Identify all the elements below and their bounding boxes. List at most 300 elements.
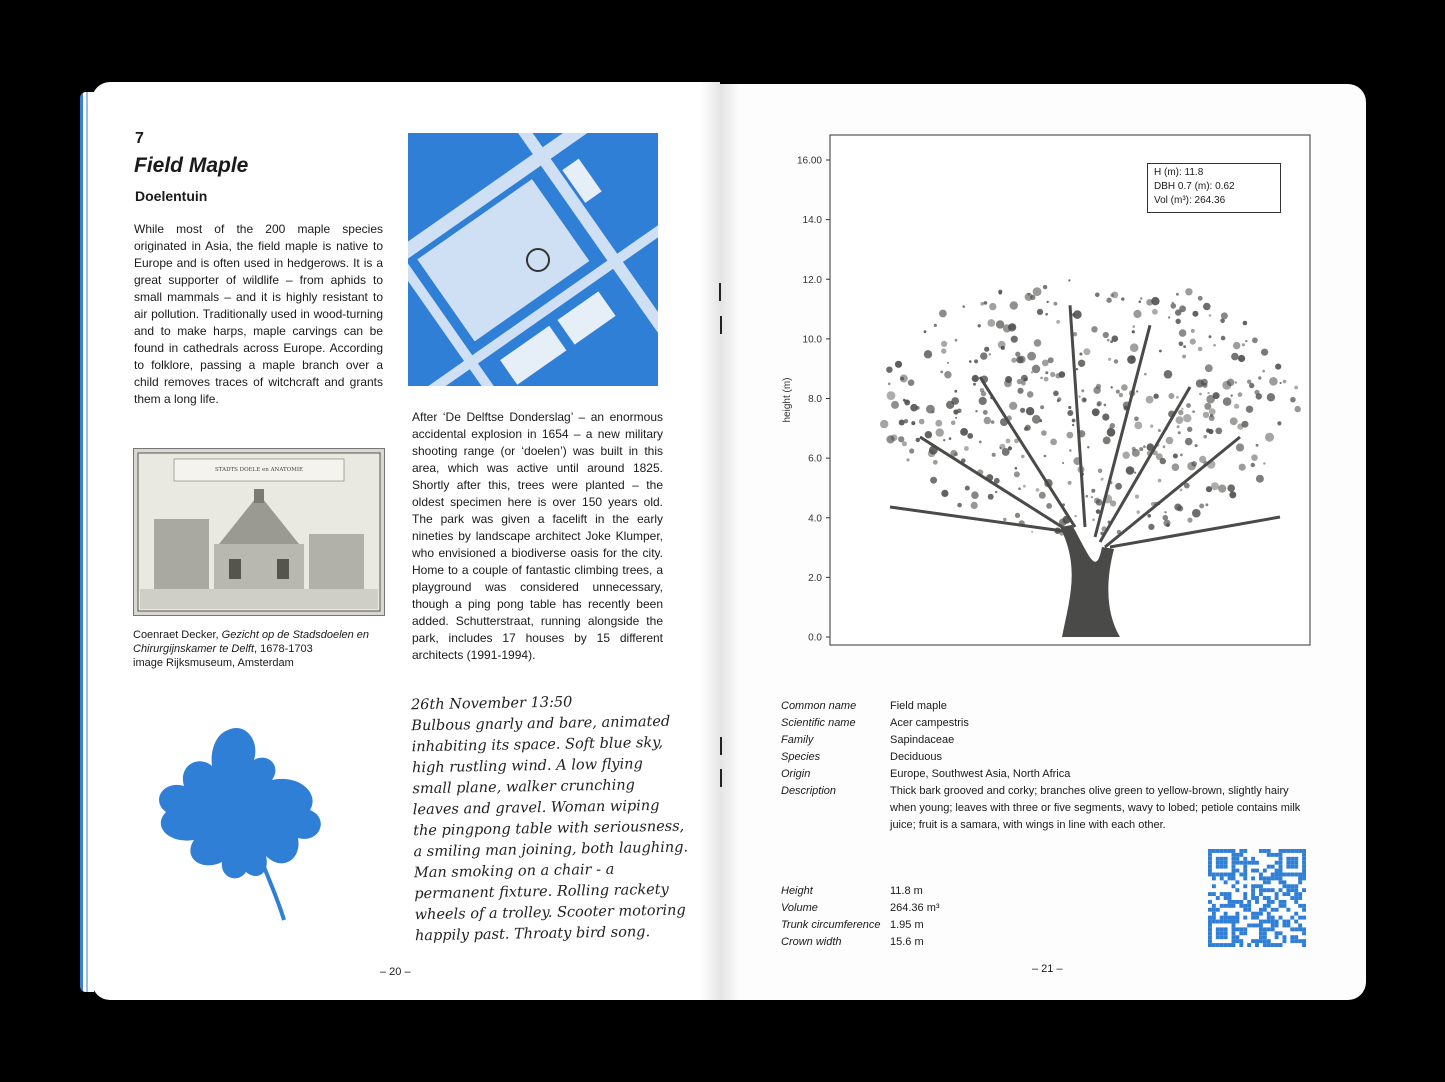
qr-module — [1255, 900, 1259, 904]
foliage-speck — [967, 433, 973, 439]
foliage-speck — [1095, 293, 1100, 298]
foliage-speck — [1103, 437, 1111, 445]
qr-module — [1279, 849, 1283, 853]
foliage-speck — [979, 397, 987, 405]
foliage-speck — [926, 405, 935, 414]
foliage-speck — [1132, 449, 1140, 457]
qr-module — [1228, 916, 1232, 920]
foliage-speck — [1262, 370, 1265, 373]
qr-module — [1298, 927, 1302, 931]
foliage-speck — [984, 301, 988, 305]
foliage-speck — [1206, 486, 1212, 492]
qr-module — [1302, 849, 1306, 853]
y-tick-label: 4.0 — [808, 513, 822, 525]
qr-module — [1220, 931, 1224, 935]
qr-module — [1286, 865, 1290, 869]
detail-value: Deciduous — [890, 751, 942, 763]
foliage-speck — [1092, 518, 1095, 521]
foliage-speck — [1134, 472, 1136, 474]
qr-module — [1220, 861, 1224, 865]
qr-module — [1298, 873, 1302, 877]
foliage-speck — [916, 438, 920, 442]
foliage-speck — [1203, 303, 1211, 311]
qr-module — [1235, 861, 1239, 865]
foliage-speck — [954, 452, 958, 456]
qr-module — [1228, 849, 1232, 853]
note-line: 26th November 13:50 — [410, 694, 573, 714]
foliage-speck — [899, 420, 905, 426]
qr-module — [1275, 876, 1279, 880]
foliage-speck — [1050, 372, 1055, 377]
foliage-speck — [1283, 380, 1287, 384]
foliage-speck — [1150, 425, 1153, 428]
qr-module — [1271, 888, 1275, 892]
qr-module — [1239, 931, 1243, 935]
qr-module — [1208, 853, 1212, 857]
foliage-speck — [1010, 301, 1018, 309]
qr-module — [1290, 873, 1294, 877]
foliage-speck — [895, 361, 902, 368]
foliage-speck — [1133, 310, 1141, 318]
foliage-speck — [1091, 496, 1093, 498]
foliage-speck — [1056, 320, 1060, 324]
foliage-speck — [1034, 339, 1042, 347]
foliage-speck — [1165, 427, 1168, 430]
foliage-speck — [991, 420, 995, 424]
measure-row — [781, 917, 1010, 934]
foliage-speck — [1251, 454, 1258, 461]
foliage-speck — [1164, 520, 1171, 527]
qr-module — [1208, 861, 1212, 865]
qr-module — [1251, 861, 1255, 865]
measure-label: Height — [781, 885, 813, 897]
qr-module — [1216, 920, 1220, 924]
qr-module — [1235, 912, 1239, 916]
qr-module — [1279, 888, 1283, 892]
foliage-speck — [1294, 386, 1298, 390]
foliage-speck — [1254, 390, 1259, 395]
foliage-speck — [1229, 491, 1236, 498]
qr-module — [1220, 935, 1224, 939]
foliage-speck — [1045, 371, 1048, 374]
qr-module — [1251, 896, 1255, 900]
qr-module — [1267, 943, 1271, 947]
qr-module — [1216, 896, 1220, 900]
qr-module — [1271, 876, 1275, 880]
qr-module — [1275, 923, 1279, 927]
qr-module — [1216, 908, 1220, 912]
foliage-speck — [1203, 435, 1207, 439]
qr-module — [1263, 920, 1267, 924]
image-caption — [133, 628, 383, 670]
foliage-speck — [1179, 329, 1187, 337]
qr-module — [1239, 927, 1243, 931]
foliage-speck — [1164, 370, 1173, 379]
foliage-speck — [934, 324, 937, 327]
qr-module — [1208, 865, 1212, 869]
qr-module — [1251, 869, 1255, 873]
foliage-speck — [1192, 509, 1201, 518]
detail-value: Field maple — [890, 700, 947, 712]
foliage-speck — [1091, 326, 1097, 332]
foliage-speck — [1231, 353, 1239, 361]
foliage-speck — [1010, 324, 1016, 330]
foliage-speck — [1069, 449, 1072, 452]
y-axis — [797, 156, 830, 644]
foliage-speck — [1246, 406, 1253, 413]
qr-module — [1247, 900, 1251, 904]
page-number-left: – 20 – — [380, 966, 411, 978]
qr-module — [1224, 857, 1228, 861]
qr-module — [1228, 904, 1232, 908]
qr-module — [1302, 857, 1306, 861]
measure-value: 11.8 m — [890, 885, 923, 897]
qr-module — [1235, 869, 1239, 873]
foliage-speck — [1267, 393, 1275, 401]
qr-module — [1216, 857, 1220, 861]
foliage-speck — [1277, 421, 1281, 425]
measure-label: Volume — [781, 902, 818, 914]
qr-module — [1251, 892, 1255, 896]
foliage-speck — [1024, 378, 1028, 382]
foliage-speck — [1039, 419, 1042, 422]
foliage-speck — [979, 441, 982, 444]
foliage-speck — [1179, 342, 1184, 347]
foliage-speck — [1103, 494, 1112, 503]
foliage-speck — [1209, 335, 1212, 338]
qr-module — [1290, 865, 1294, 869]
qr-module — [1232, 853, 1236, 857]
foliage-speck — [1018, 487, 1021, 490]
qr-module — [1267, 916, 1271, 920]
foliage-speck — [1263, 462, 1266, 465]
foliage-speck — [1087, 446, 1089, 448]
foliage-speck — [987, 319, 995, 327]
qr-module — [1255, 869, 1259, 873]
qr-module — [1216, 935, 1220, 939]
qr-module — [1279, 857, 1283, 861]
qr-module — [1282, 880, 1286, 884]
foliage-speck — [1177, 425, 1180, 428]
qr-module — [1232, 931, 1236, 935]
qr-module — [1232, 873, 1236, 877]
detail-value: Sapindaceae — [890, 734, 955, 746]
foliage-speck — [1081, 397, 1086, 402]
foliage-speck — [1180, 454, 1183, 457]
qr-module — [1294, 873, 1298, 877]
qr-module — [1267, 904, 1271, 908]
foliage-speck — [939, 310, 947, 318]
qr-module — [1212, 892, 1216, 896]
foliage-speck — [940, 371, 943, 374]
foliage-speck — [1076, 368, 1078, 370]
foliage-speck — [1137, 510, 1140, 513]
qr-module — [1255, 912, 1259, 916]
foliage-speck — [1176, 319, 1181, 324]
qr-module — [1220, 920, 1224, 924]
foliage-speck — [1265, 433, 1274, 442]
history-paragraph: After ‘De Delftse Donderslag’ – an enormous accidental explosion in 1654 – a new military shooting range (or ‘doelen’) was built in this area, which was active until around 1825. Shortly after this, trees were planted – the oldest specimen here is over 150 years old. The park was given a facelift in the early nineties by landscape architect Joke Klumper, who envisioned a biodiverse oasis for the city. Home to a couple of fantastic climbing trees, a playground was considered unnecessary, though a ping pong table has recently been added. Schutterstraat, running alongside the park, includes 17 houses by 15 different architects (1991-1994). — [412, 410, 663, 662]
qr-module — [1271, 920, 1275, 924]
foliage-speck — [989, 353, 992, 356]
foliage-speck — [1070, 332, 1072, 334]
qr-module — [1259, 912, 1263, 916]
foliage-speck — [984, 347, 989, 352]
qr-module — [1243, 931, 1247, 935]
caption-credit: Rijksmuseum, Amsterdam — [166, 657, 294, 669]
qr-module — [1232, 939, 1236, 943]
foliage-speck — [1199, 393, 1202, 396]
foliage-speck — [1078, 360, 1085, 367]
foliage-speck — [1019, 520, 1025, 526]
qr-module — [1228, 876, 1232, 880]
qr-module — [1259, 876, 1263, 880]
foliage-speck — [1173, 454, 1178, 459]
foliage-speck — [1172, 302, 1174, 304]
foliage-speck — [994, 478, 1000, 484]
qr-module — [1302, 853, 1306, 857]
foliage-speck — [1062, 503, 1065, 506]
foliage-speck — [1171, 303, 1177, 309]
qr-module — [1216, 849, 1220, 853]
foliage-speck — [1121, 384, 1128, 391]
foliage-speck — [1195, 444, 1198, 447]
maple-leaf-illustration — [150, 722, 350, 922]
qr-module — [1263, 939, 1267, 943]
foliage-speck — [957, 409, 962, 414]
foliage-speck — [1092, 408, 1100, 416]
qr-module — [1271, 853, 1275, 857]
foliage-speck — [1111, 386, 1113, 388]
qr-module — [1282, 920, 1286, 924]
qr-module — [1239, 939, 1243, 943]
qr-module — [1294, 896, 1298, 900]
qr-module — [1275, 869, 1279, 873]
detail-row — [781, 732, 1310, 749]
y-tick-label: 6.0 — [808, 453, 822, 465]
qr-module — [1290, 896, 1294, 900]
foliage-speck — [1031, 531, 1033, 533]
detail-value: Europe, Southwest Asia, North Africa — [890, 768, 1071, 780]
foliage-speck — [1190, 339, 1196, 345]
detail-label: Scientific name — [781, 717, 856, 729]
qr-module — [1243, 873, 1247, 877]
qr-module — [1294, 912, 1298, 916]
foliage-speck — [888, 383, 891, 386]
foliage-speck — [1121, 297, 1124, 300]
foliage-speck — [1037, 309, 1043, 315]
qr-module — [1271, 943, 1275, 947]
foliage-speck — [909, 448, 914, 453]
page-number-right: – 21 – — [1032, 963, 1063, 975]
qr-module — [1279, 865, 1283, 869]
foliage-speck — [1139, 447, 1143, 451]
qr-module — [1220, 892, 1224, 896]
qr-module — [1263, 876, 1267, 880]
foliage-speck — [1181, 408, 1183, 410]
qr-module — [1235, 888, 1239, 892]
foliage-speck — [949, 437, 952, 440]
foliage-speck — [1033, 287, 1042, 296]
foliage-speck — [975, 410, 977, 412]
foliage-speck — [1166, 437, 1174, 445]
qr-module — [1216, 927, 1220, 931]
qr-module — [1224, 927, 1228, 931]
foliage-speck — [1209, 314, 1212, 317]
qr-module — [1239, 943, 1243, 947]
qr-module — [1212, 943, 1216, 947]
foliage-speck — [1026, 407, 1034, 415]
qr-module — [1208, 943, 1212, 947]
foliage-speck — [1187, 518, 1192, 523]
qr-module — [1259, 927, 1263, 931]
qr-module — [1208, 916, 1212, 920]
qr-module — [1235, 920, 1239, 924]
note-line: high rustling wind. A low flying — [411, 756, 643, 777]
qr-module — [1302, 908, 1306, 912]
qr-module — [1282, 892, 1286, 896]
page-title: Field Maple — [134, 154, 249, 177]
qr-module — [1212, 912, 1216, 916]
book-gutter — [700, 82, 740, 1000]
foliage-speck — [1044, 479, 1052, 487]
foliage-speck — [1147, 443, 1155, 451]
qr-module — [1275, 873, 1279, 877]
qr-module — [1302, 916, 1306, 920]
qr-module — [1251, 916, 1255, 920]
qr-code[interactable] — [1208, 849, 1306, 947]
foliage-speck — [1073, 531, 1076, 534]
foliage-speck — [924, 350, 932, 358]
foliage-speck — [1110, 340, 1113, 343]
qr-module — [1263, 935, 1267, 939]
y-tick-label: 10.0 — [802, 334, 822, 346]
qr-module — [1259, 884, 1263, 888]
foliage-speck — [1041, 430, 1047, 436]
foliage-speck — [1213, 344, 1216, 347]
foliage-speck — [1116, 390, 1120, 394]
foliage-speck — [1245, 340, 1247, 342]
foliage-speck — [900, 377, 904, 381]
foliage-speck — [1235, 381, 1237, 383]
foliage-speck — [1123, 452, 1130, 459]
foliage-speck — [1072, 419, 1076, 423]
qr-module — [1290, 861, 1294, 865]
foliage-speck — [1198, 347, 1203, 352]
qr-module — [1208, 939, 1212, 943]
qr-module — [1212, 916, 1216, 920]
foliage-speck — [1183, 345, 1186, 348]
qr-module — [1243, 927, 1247, 931]
foliage-speck — [1015, 467, 1018, 470]
qr-module — [1263, 869, 1267, 873]
measure-label: Crown width — [781, 936, 842, 948]
qr-module — [1239, 900, 1243, 904]
foliage-speck — [1238, 355, 1245, 362]
qr-module — [1302, 861, 1306, 865]
qr-module — [1224, 861, 1228, 865]
qr-module — [1208, 900, 1212, 904]
foliage-speck — [941, 348, 946, 353]
foliage-speck — [1134, 422, 1142, 430]
qr-module — [1232, 857, 1236, 861]
foliage-speck — [1114, 359, 1118, 363]
qr-module — [1259, 920, 1263, 924]
qr-module — [1220, 927, 1224, 931]
qr-module — [1232, 869, 1236, 873]
foliage-speck — [960, 428, 968, 436]
note-line: leaves and gravel. Woman wiping — [412, 797, 660, 819]
qr-module — [1224, 943, 1228, 947]
qr-module — [1216, 861, 1220, 865]
qr-module — [1235, 939, 1239, 943]
qr-module — [1267, 853, 1271, 857]
qr-module — [1294, 857, 1298, 861]
foliage-speck — [905, 400, 909, 404]
foliage-speck — [1158, 479, 1162, 483]
foliage-speck — [1053, 391, 1059, 397]
foliage-speck — [1043, 285, 1047, 289]
foliage-speck — [969, 360, 972, 363]
qr-module — [1282, 935, 1286, 939]
qr-module — [1275, 861, 1279, 865]
qr-module — [1243, 892, 1247, 896]
foliage-speck — [1168, 411, 1175, 418]
foliage-speck — [989, 303, 996, 310]
foliage-speck — [962, 305, 965, 308]
foliage-speck — [1009, 402, 1017, 410]
foliage-speck — [944, 371, 951, 378]
foliage-speck — [984, 417, 991, 424]
qr-module — [1251, 923, 1255, 927]
foliage-speck — [951, 397, 959, 405]
foliage-speck — [1096, 499, 1103, 506]
foliage-speck — [904, 419, 908, 423]
detail-value: Thick bark grooved and corky; branches olive green to yellow-brown, slightly hairy when young; leaves with three or five segments, wavy to lobed; petiole contains milk juice; fruit is a samara, with wings in line with each other. — [890, 785, 1301, 831]
qr-module — [1220, 857, 1224, 861]
foliage-speck — [998, 290, 1002, 294]
qr-module — [1255, 943, 1259, 947]
qr-module — [1228, 943, 1232, 947]
foliage-speck — [1091, 489, 1095, 493]
qr-module — [1271, 908, 1275, 912]
foliage-speck — [1158, 429, 1161, 432]
qr-module — [1239, 904, 1243, 908]
qr-module — [1220, 865, 1224, 869]
qr-module — [1212, 873, 1216, 877]
qr-module — [1282, 923, 1286, 927]
foliage-speck — [1077, 466, 1084, 473]
foliage-speck — [1191, 329, 1195, 333]
qr-module — [1298, 849, 1302, 853]
foliage-speck — [1072, 424, 1074, 426]
foliage-speck — [1256, 475, 1264, 483]
qr-module — [1259, 873, 1263, 877]
foliage-speck — [961, 458, 966, 463]
qr-module — [1224, 896, 1228, 900]
foliage-speck — [1025, 293, 1033, 301]
foliage-speck — [1236, 443, 1244, 451]
foliage-speck — [1015, 513, 1020, 518]
qr-module — [1255, 884, 1259, 888]
qr-module — [1267, 849, 1271, 853]
foliage-speck — [1097, 401, 1102, 406]
qr-module — [1259, 923, 1263, 927]
foliage-speck — [1021, 455, 1025, 459]
foliage-speck — [1140, 297, 1142, 299]
qr-module — [1220, 916, 1224, 920]
qr-module — [1298, 904, 1302, 908]
